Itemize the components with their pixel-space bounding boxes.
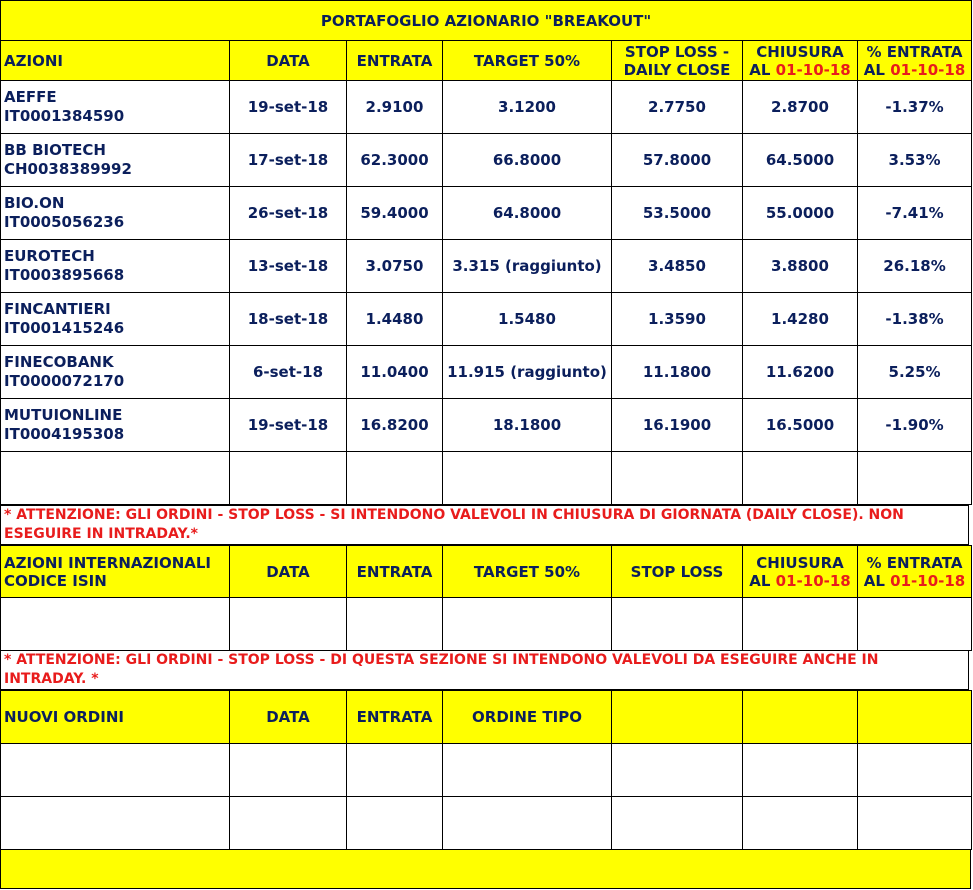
stop-loss-line1: STOP LOSS - [624,42,730,61]
cell-chiusura: 11.6200 [743,346,858,399]
stop-loss-line2: DAILY CLOSE [623,60,731,79]
orders-header-row [1,691,972,744]
int-col-header-pct-entrata [858,546,972,598]
int-chiusura-date: 01-10-18 [775,571,851,590]
table-row [1,399,972,452]
int-pct-prefix: AL [863,571,885,590]
int-chiusura-line1: CHIUSURA [756,553,844,572]
table-row [1,81,972,134]
orders-col-header-entrata: ENTRATA [347,691,443,744]
cell-data: 6-set-18 [230,346,347,399]
cell-target: 1.5480 [443,293,612,346]
col-header-stop-loss [612,41,743,81]
cell-chiusura: 1.4280 [743,293,858,346]
table-row [1,240,972,293]
stock-cell [1,293,230,346]
cell-pct-entrata: 5.25% [858,346,972,399]
int-pct-date: 01-10-18 [890,571,966,590]
table-row [1,293,972,346]
stock-name: BIO.ON [4,194,65,212]
int-col-header-data: DATA [230,546,347,598]
pct-line1: % ENTRATA [866,42,963,61]
cell-entrata: 3.0750 [347,240,443,293]
orders-empty-row [1,797,972,850]
main-rows [1,81,972,452]
stock-name: MUTUIONLINE [4,406,123,424]
footer-bar [0,849,971,889]
main-attention-note: * ATTENZIONE: GLI ORDINI - STOP LOSS - SI INTENDONO VALEVOLI IN CHIUSURA DI GIORNATA (DAILY CLOSE). NON ESEGUIRE IN INTRADAY.* [0,505,969,545]
col-header-target: TARGET 50% [443,41,612,81]
col-header-azioni-internazionali [1,546,230,598]
azioni-int-line2: CODICE ISIN [4,571,107,590]
col-header-chiusura [743,41,858,81]
cell-target: 66.8000 [443,134,612,187]
cell-target: 3.1200 [443,81,612,134]
cell-chiusura: 64.5000 [743,134,858,187]
stock-isin: IT0003895668 [4,266,125,284]
stock-name: FINCANTIERI [4,300,111,318]
int-pct-line1: % ENTRATA [866,553,963,572]
cell-target: 64.8000 [443,187,612,240]
cell-target: 11.915 (raggiunto) [443,346,612,399]
stock-cell [1,81,230,134]
col-header-azioni: AZIONI [1,41,230,81]
int-col-header-entrata: ENTRATA [347,546,443,598]
cell-pct-entrata: -1.37% [858,81,972,134]
cell-chiusura: 3.8800 [743,240,858,293]
stock-isin: IT0000072170 [4,372,125,390]
cell-data: 17-set-18 [230,134,347,187]
col-header-data: DATA [230,41,347,81]
cell-stop-loss: 53.5000 [612,187,743,240]
table-row [1,346,972,399]
stock-isin: IT0001415246 [4,319,125,337]
cell-target: 3.315 (raggiunto) [443,240,612,293]
int-col-header-target: TARGET 50% [443,546,612,598]
cell-pct-entrata: 26.18% [858,240,972,293]
international-empty-row [1,598,972,651]
stock-cell [1,134,230,187]
stock-isin: IT0005056236 [4,213,125,231]
col-header-entrata: ENTRATA [347,41,443,81]
col-header-pct-entrata [858,41,972,81]
stock-isin: CH0038389992 [4,160,132,178]
cell-entrata: 11.0400 [347,346,443,399]
col-header-nuovi-ordini: NUOVI ORDINI [1,691,230,744]
cell-entrata: 1.4480 [347,293,443,346]
cell-data: 26-set-18 [230,187,347,240]
cell-stop-loss: 2.7750 [612,81,743,134]
azioni-int-line1: AZIONI INTERNAZIONALI [4,553,212,572]
stock-name: FINECOBANK [4,353,114,371]
cell-pct-entrata: -7.41% [858,187,972,240]
stock-name: AEFFE [4,88,57,106]
chiusura-prefix: AL [749,60,771,79]
chiusura-date: 01-10-18 [775,60,851,79]
cell-stop-loss: 57.8000 [612,134,743,187]
page-title: PORTAFOGLIO AZIONARIO "BREAKOUT" [1,1,972,41]
int-chiusura-prefix: AL [749,571,771,590]
stock-cell [1,399,230,452]
cell-stop-loss: 1.3590 [612,293,743,346]
cell-pct-entrata: -1.90% [858,399,972,452]
chiusura-line1: CHIUSURA [756,42,844,61]
cell-stop-loss: 3.4850 [612,240,743,293]
pct-date: 01-10-18 [890,60,966,79]
cell-data: 19-set-18 [230,81,347,134]
cell-data: 19-set-18 [230,399,347,452]
main-header-row [1,41,972,81]
cell-target: 18.1800 [443,399,612,452]
cell-chiusura: 55.0000 [743,187,858,240]
cell-pct-entrata: -1.38% [858,293,972,346]
table-row [1,134,972,187]
international-attention-note: * ATTENZIONE: GLI ORDINI - STOP LOSS - DI QUESTA SEZIONE SI INTENDONO VALEVOLI DA ESEGUIRE ANCHE IN INTRADAY. * [0,650,969,690]
stock-name: EUROTECH [4,247,95,265]
cell-chiusura: 2.8700 [743,81,858,134]
stock-cell [1,187,230,240]
orders-col-header-tipo: ORDINE TIPO [443,691,612,744]
international-header-row [1,546,972,598]
table-row [1,187,972,240]
orders-empty-row [1,744,972,797]
new-orders-table [0,690,972,850]
cell-pct-entrata: 3.53% [858,134,972,187]
cell-entrata: 62.3000 [347,134,443,187]
stock-name: BB BIOTECH [4,141,106,159]
cell-stop-loss: 16.1900 [612,399,743,452]
stock-isin: IT0004195308 [4,425,125,443]
stock-cell [1,346,230,399]
int-col-header-stop-loss: STOP LOSS [612,546,743,598]
stock-cell [1,240,230,293]
pct-prefix: AL [863,60,885,79]
international-table [0,545,972,651]
int-col-header-chiusura [743,546,858,598]
cell-data: 13-set-18 [230,240,347,293]
cell-entrata: 59.4000 [347,187,443,240]
cell-entrata: 2.9100 [347,81,443,134]
cell-entrata: 16.8200 [347,399,443,452]
stock-isin: IT0001384590 [4,107,125,125]
orders-col-header-data: DATA [230,691,347,744]
main-empty-row [1,452,972,505]
cell-chiusura: 16.5000 [743,399,858,452]
cell-data: 18-set-18 [230,293,347,346]
cell-stop-loss: 11.1800 [612,346,743,399]
